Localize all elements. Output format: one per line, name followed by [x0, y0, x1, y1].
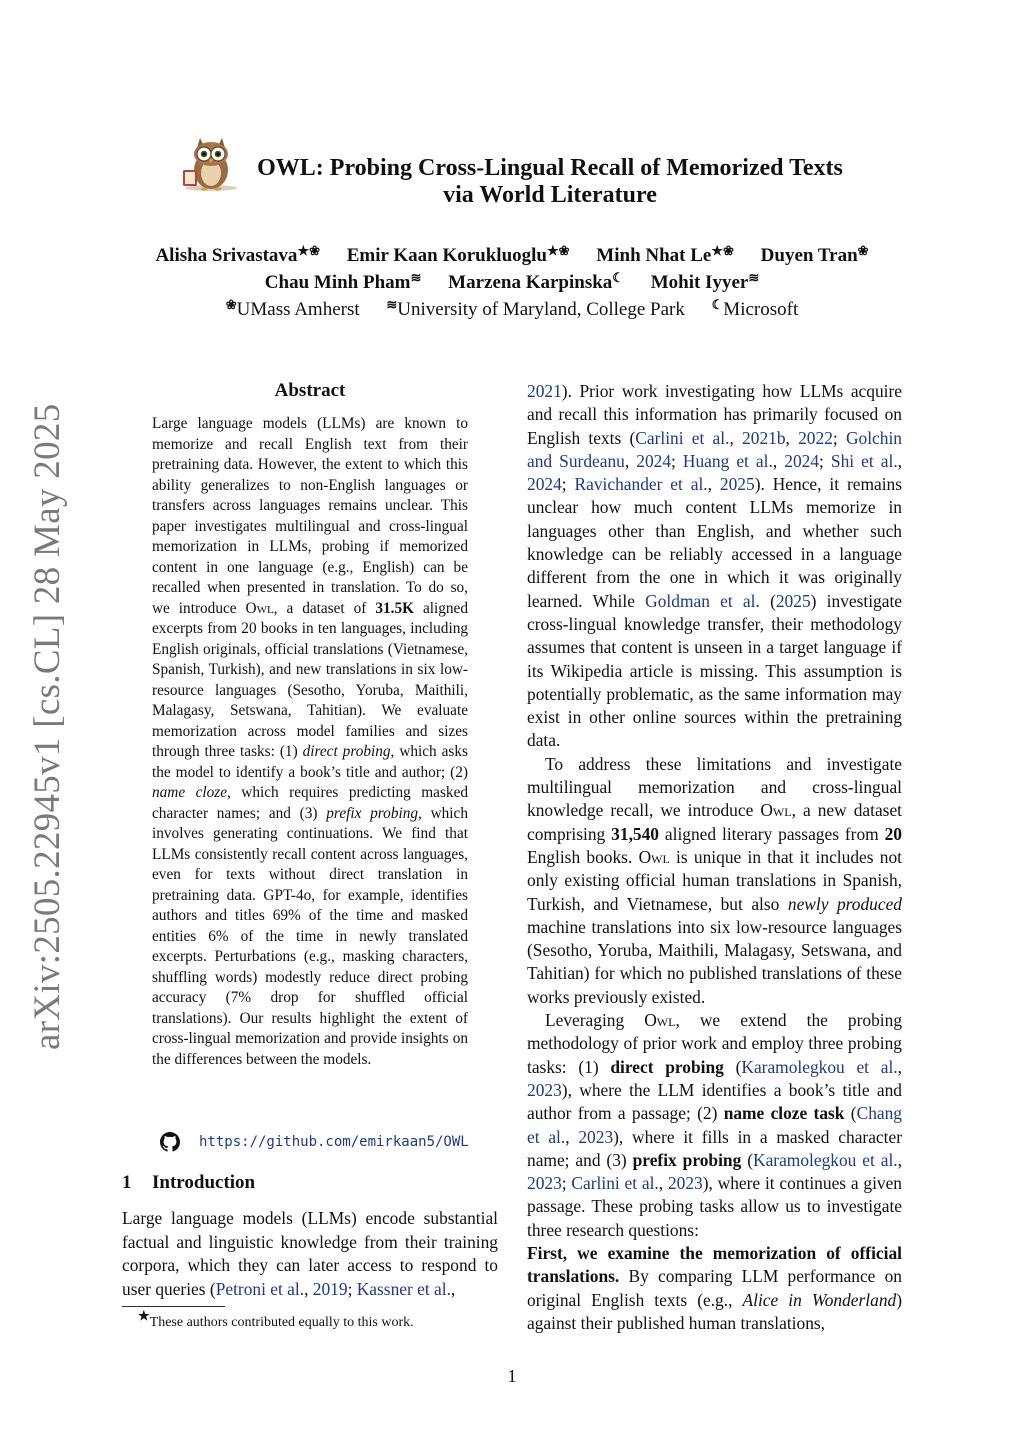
- citation-link[interactable]: 2024: [636, 450, 672, 471]
- citation-link[interactable]: 2021: [527, 381, 562, 401]
- author-marks: ★❀: [711, 243, 734, 258]
- right-column-body: [527, 380, 902, 1335]
- citation-link[interactable]: 2025: [775, 590, 811, 611]
- affiliation-mark: ❀: [225, 297, 237, 312]
- paper-title: [240, 155, 860, 209]
- author-name: Duyen Tran: [760, 245, 858, 266]
- author-marks: ☾: [612, 270, 624, 285]
- owl-logo-icon: [180, 134, 242, 192]
- author-name: Minh Nhat Le: [596, 245, 712, 266]
- author-list-line-1: [0, 243, 1024, 269]
- github-icon: [160, 1132, 180, 1152]
- author-marks: ★❀: [297, 243, 320, 258]
- github-url[interactable]: https://github.com/emirkaan5/OWL: [199, 1134, 469, 1150]
- author-name: Alisha Srivastava: [155, 245, 298, 266]
- paragraph: 2021). Prior work investigating how LLMs acquire and recall this information has primarily focused on English texts (Carlini et al., 2021b, 2022; Golchin and Surdeanu, 2024; Huang et al., 2024; Shi et al., 2024; Ravichander et al., 2025). Hence, it remains unclear how much content LLMs memorize in languages other than English, and whether such knowledge can be reliably accessed in a language different from the one in which it was originally learned. While Goldman et al. (2025) investigate cross-lingual knowledge transfer, their methodology assumes that content is unseen in a target language if its Wikipedia article is missing. This assumption is potentially problematic, as the same information may exist in other online sources within the pretraining data.: [527, 381, 903, 751]
- citation-link[interactable]: Shi et al.: [830, 450, 898, 471]
- citation-link[interactable]: Huang et al.: [682, 450, 773, 471]
- citation-link[interactable]: 2023: [527, 1079, 562, 1100]
- arxiv-identifier: arXiv:2505.22945v1 [cs.CL] 28 May 2025: [27, 403, 68, 1050]
- citation-link[interactable]: 2024: [527, 474, 562, 495]
- citation-link[interactable]: Golchin and Surdeanu: [527, 427, 902, 471]
- section-heading-introduction: 1 Introduction: [122, 1172, 256, 1193]
- author-name: Chau Minh Pham: [264, 272, 411, 293]
- citation-link[interactable]: Carlini et al.: [571, 1173, 659, 1194]
- footnote-divider: [122, 1306, 225, 1307]
- citation-link[interactable]: 2023: [578, 1126, 614, 1147]
- author-marks: ≋: [410, 270, 422, 285]
- affiliation-name: Microsoft: [723, 299, 799, 320]
- title-line-2: via World Literature: [443, 182, 657, 208]
- citation-link[interactable]: 2023: [667, 1173, 703, 1194]
- author-name: Emir Kaan Korukluoglu: [346, 245, 547, 266]
- citation-link[interactable]: Goldman et al.: [645, 590, 760, 611]
- author-list-line-2: [0, 270, 1024, 296]
- abstract-heading: Abstract: [274, 380, 346, 401]
- paragraph: To address these limitations and investigate multilingual memorization and cross-lingual knowledge recall, we introduce Owl, a new dataset comprising 31,540 aligned literary passages from 20 English books. Owl is unique in that it includes not only existing official human translations in Spanish, Turkish, and Vietnamese, but also newly produced machine translations into six low-resource languages (Sesotho, Yoruba, Maithili, Malagasy, Setswana, and Tahitian) for which no published translations of these works previously existed.: [527, 753, 902, 1007]
- citation-link[interactable]: 2025: [719, 474, 755, 495]
- author-marks: ★❀: [547, 243, 570, 258]
- dataset-name: Owl: [245, 599, 274, 617]
- citation-link[interactable]: Chang et al.: [527, 1103, 902, 1147]
- affiliation-name: University of Maryland, College Park: [397, 299, 685, 320]
- page-number: 1: [507, 1366, 517, 1386]
- dataset-name: Owl: [760, 800, 792, 821]
- citation-link[interactable]: Kassner et al.: [356, 1278, 451, 1299]
- github-link[interactable]: [160, 1130, 480, 1154]
- citation-link[interactable]: 2019: [312, 1278, 348, 1299]
- abstract-body: Large language models (LLMs) are known to memorize and recall English text from their pretraining data. However, the extent to which this ability generalizes to non-English languages or transfers across languages remains unclear. This paper investigates multilingual and cross-lingual memorization in LLMs, probing if memorized content in one language (e.g., English) can be recalled when presented in translation. To do so, we introduce Owl, a dataset of 31.5K aligned excerpts from 20 books in ten languages, including English originals, official translations (Vietnamese, Spanish, Turkish), and new translations in six low-resource languages (Sesotho, Yoruba, Maithili, Malagasy, Setswana, Tahitian). We evaluate memorization across model families and sizes through three tasks: (1) direct probing, which asks the model to identify a book’s title and author; (2) name cloze, which requires predicting masked character names; and (3) prefix probing, which involves generating continuations. We find that LLMs consistently recall content across languages, even for texts without direct translation in pretraining data. GPT-4o, for example, identifies authors and titles 69% of the time and masked entities 6% of the time in newly translated excerpts. Perturbations (e.g., masking characters, shuffling words) modestly reduce direct probing accuracy (7% drop for shuffled official translations). Our results highlight the extent of cross-lingual memorization and provide insights on the differences between the models.: [152, 415, 469, 1068]
- dataset-name: Owl: [644, 1010, 676, 1031]
- affiliation-mark: ≋: [386, 297, 398, 312]
- footnote: ★These authors contributed equally to this work.: [138, 1308, 414, 1330]
- citation-link[interactable]: Ravichander et al.: [574, 474, 708, 495]
- citation-link[interactable]: 2024: [784, 450, 820, 471]
- title-line-1: OWL: Probing Cross-Lingual Recall of Memorized Texts: [257, 155, 843, 181]
- citation-link[interactable]: Carlini et al.: [635, 427, 730, 448]
- citation-link[interactable]: Karamolegkou et al.: [741, 1056, 898, 1077]
- author-name: Mohit Iyyer: [650, 272, 749, 293]
- citation-link[interactable]: Karamolegkou et al.: [753, 1149, 898, 1170]
- citation-link[interactable]: Petroni et al.: [215, 1278, 305, 1299]
- introduction-body: Large language models (LLMs) encode substantial factual and linguistic knowledge from their training corpora, which they can later access to respond to user queries (Petroni et al., 2019; Kassner et al.,: [122, 1208, 498, 1299]
- affiliation-name: UMass Amherst: [236, 299, 360, 320]
- dataset-name: Owl: [638, 846, 670, 867]
- citation-link[interactable]: 2022: [798, 427, 833, 448]
- affiliation-mark: ☾: [711, 297, 724, 312]
- author-name: Marzena Karpinska: [448, 272, 613, 293]
- author-marks: ❀: [857, 243, 869, 258]
- citation-link[interactable]: 2021b: [742, 427, 786, 448]
- author-marks: ≋: [748, 270, 760, 285]
- affiliations: [0, 297, 1024, 323]
- citation-link[interactable]: 2023: [527, 1173, 562, 1194]
- paragraph: Leveraging Owl, we extend the probing methodology of prior work and employ three probing tasks: (1) direct probing (Karamolegkou et al., 2023), where the LLM identifies a book’s title and author from a passage; (2) name cloze task (Chang et al., 2023), where it fills in a masked character name; and (3) prefix probing (Karamolegkou et al., 2023; Carlini et al., 2023), where it continues a given passage. These probing tasks allow us to investigate three research questions:: [527, 1010, 903, 1240]
- paragraph: First, we examine the memorization of official translations. By comparing LLM performance on original English texts (e.g., Alice in Wonderland) against their published human translations,: [527, 1242, 903, 1333]
